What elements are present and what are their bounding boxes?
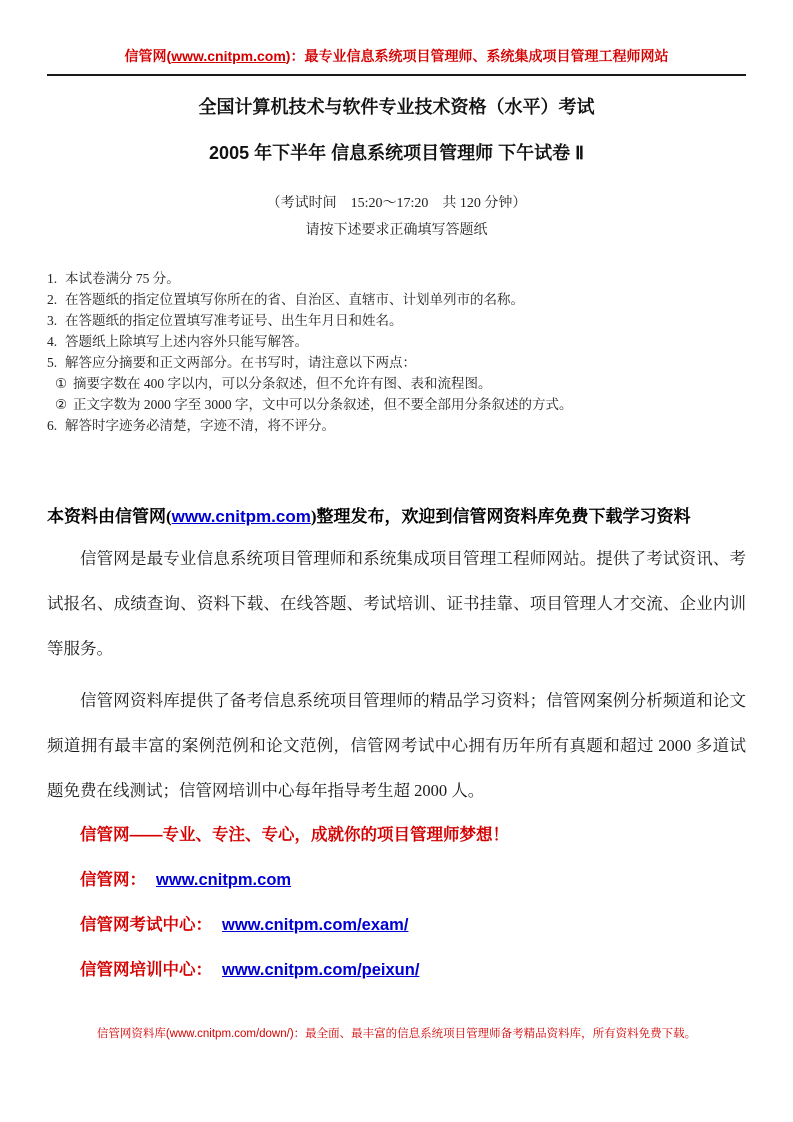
rule-marker: ② [55,397,68,412]
exam-title-line1: 全国计算机技术与软件专业技术资格（水平）考试 [198,97,595,117]
rule-subitem [47,373,746,394]
promo-paragraph-2: 信管网资料库提供了备考信息系统项目管理师的精品学习资料；信管网案例分析频道和论文频道拥有最丰富的案例范例和论文范例，信管网考试中心拥有历年所有真题和超过 2000 多道试题免费在线测试；信管网培训中心每年指导考生超 2000 人。 [47,691,746,800]
promo-link-label: 信管网考试中心： [80,916,212,934]
rule-item [47,415,746,436]
promo-section [47,505,746,993]
site-header-prefix: 信管网( [124,48,172,64]
rule-text: 摘要字数在 400 字以内，可以分条叙述，但不允许有图、表和流程图。 [73,376,492,391]
home-url-link[interactable]: www.cnitpm.com [156,871,292,889]
site-header-suffix: )：最专业信息系统项目管理师、系统集成项目管理工程师网站 [285,48,669,64]
exam-title-line2: 2005 年下半年 信息系统项目管理师 下午试卷 Ⅱ [209,143,584,163]
rule-text: 正文字数为 2000 字至 3000 字，文中可以分条叙述，但不要全部用分条叙述的方式。 [73,397,573,412]
rule-item [47,331,746,352]
rule-item [47,289,746,310]
rule-marker: 4. [47,334,58,349]
promo-link-home [47,858,746,903]
promo-link-exam-center [47,903,746,948]
page-footer [47,1026,746,1042]
rule-marker: 1. [47,271,58,286]
rule-item [47,310,746,331]
rule-text: 本试卷满分 75 分。 [65,271,180,286]
rule-marker: ① [55,376,68,391]
promo-link-training-center [47,948,746,993]
rule-text: 解答时字迹务必清楚，字迹不清，将不评分。 [65,418,335,433]
promo-paragraph-1: 信管网是最专业信息系统项目管理师和系统集成项目管理工程师网站。提供了考试资讯、考试报名、成绩查询、资料下载、在线答题、考试培训、证书挂靠、项目管理人才交流、企业内训等服务。 [47,549,746,658]
footer-suffix: )：最全面、最丰富的信息系统项目管理师备考精品资料库，所有资料免费下载。 [289,1028,697,1040]
rule-text: 答题纸上除填写上述内容外只能写解答。 [65,334,308,349]
training-center-url-link[interactable]: www.cnitpm.com/peixun/ [222,961,420,979]
rule-text: 解答应分摘要和正文两部分。在书写时，请注意以下两点： [65,355,416,370]
exam-time-note: （考试时间 15:20～17:20 共 120 分钟） [266,196,527,211]
promo-link-label: 信管网： [80,871,146,889]
footer-prefix: 信管网资料库( [96,1028,170,1040]
rule-marker: 2. [47,292,58,307]
promo-headline-suffix: )整理发布，欢迎到信管网资料库免费下载学习资料 [310,507,691,526]
rule-marker: 3. [47,313,58,328]
fill-instruction: 请按下述要求正确填写答题纸 [305,223,488,238]
promo-slogan: 信管网——专业、专注、专心，成就你的项目管理师梦想！ [80,826,509,844]
site-header [47,0,746,76]
rule-marker: 6. [47,418,58,433]
promo-headline-prefix: 本资料由信管网( [47,507,172,526]
header-site-link[interactable]: www.cnitpm.com [171,48,286,64]
promo-headline [47,505,746,529]
promo-headline-link[interactable]: www.cnitpm.com [171,507,311,526]
exam-center-url-link[interactable]: www.cnitpm.com/exam/ [222,916,409,934]
rule-text: 在答题纸的指定位置填写你所在的省、自治区、直辖市、计划单列市的名称。 [65,292,524,307]
exam-rules-list [47,268,746,436]
rule-item [47,268,746,289]
rule-subitem [47,394,746,415]
rule-text: 在答题纸的指定位置填写准考证号、出生年月日和姓名。 [65,313,403,328]
rule-item [47,352,746,373]
footer-url: www.cnitpm.com/down/ [169,1028,290,1040]
promo-link-label: 信管网培训中心： [80,961,212,979]
rule-marker: 5. [47,355,58,370]
